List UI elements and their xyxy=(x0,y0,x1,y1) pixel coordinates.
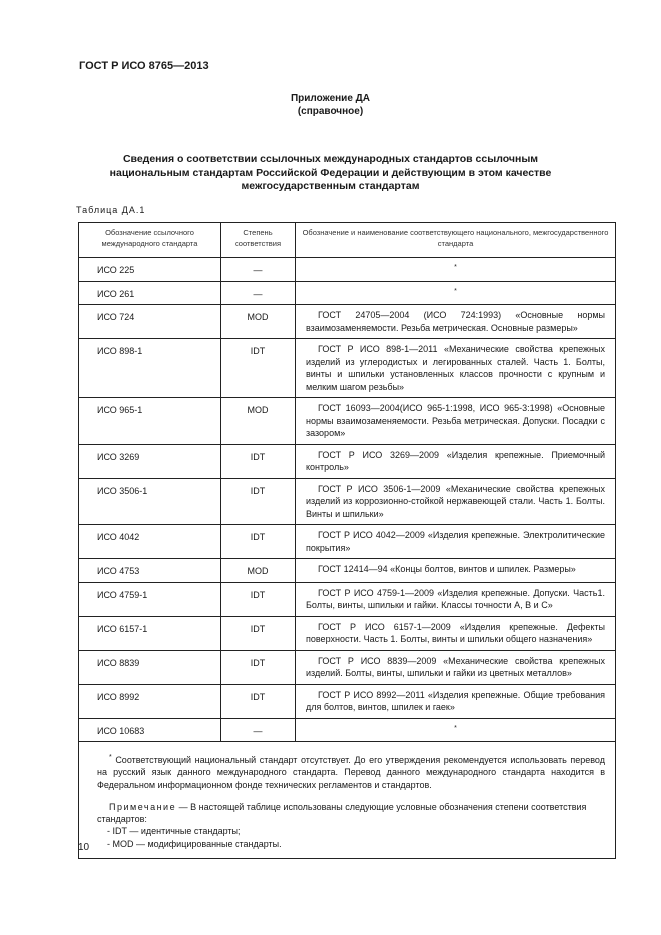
page-number: 10 xyxy=(78,842,90,853)
cell-international-standard: ИСО 4759-1 xyxy=(79,582,221,616)
correspondence-table xyxy=(78,222,616,859)
annex-main-title xyxy=(100,153,561,194)
table-row xyxy=(79,650,616,684)
cell-international-standard: ИСО 8839 xyxy=(79,650,221,684)
cell-degree: MOD xyxy=(221,398,296,445)
annex-title: Приложение ДА xyxy=(290,93,371,104)
cell-international-standard: ИСО 8992 xyxy=(79,684,221,718)
cell-national-standard xyxy=(296,616,616,650)
notes-row xyxy=(79,742,616,859)
cell-degree: IDT xyxy=(221,684,296,718)
table-row xyxy=(79,444,616,478)
note-item-mod: - MOD — модифицированные стандарты. xyxy=(107,838,282,849)
table-row xyxy=(79,718,616,742)
table-row xyxy=(79,398,616,445)
national-standard-text: ГОСТ 16093—2004(ИСО 965-1:1998, ИСО 965-3:1998) «Основные нормы взаимозаменяемости. Резьба метрическая. Допуски. Посадки с зазором» xyxy=(306,403,605,438)
cell-national-standard: * xyxy=(296,281,616,305)
national-standard-text: ГОСТ Р ИСО 6157-1—2009 «Изделия крепежные. Дефекты поверхности. Часть 1. Болты, винты и шпильки общего назначения» xyxy=(306,621,605,644)
title-line: Сведения о соответствии ссылочных международных стандартов ссылочным xyxy=(122,153,539,165)
cell-degree: MOD xyxy=(221,305,296,339)
table-row xyxy=(79,339,616,398)
annex-subtitle: (справочное) xyxy=(297,106,364,117)
national-standard-text: ГОСТ Р ИСО 8992—2011 «Изделия крепежные. Общие требования для болтов, винтов, шпилек и гаек» xyxy=(306,689,605,712)
note-text: — В настоящей таблице использованы следующие условные обозначения степени соответствия стандартов: xyxy=(97,801,587,825)
cell-degree: — xyxy=(221,718,296,742)
note xyxy=(97,801,605,826)
cell-degree: IDT xyxy=(221,339,296,398)
table-row xyxy=(79,305,616,339)
footnote xyxy=(97,752,605,791)
cell-international-standard: ИСО 261 xyxy=(79,281,221,305)
note-item-idt: - IDT — идентичные стандарты; xyxy=(107,826,241,837)
national-standard-text: ГОСТ Р ИСО 8839—2009 «Механические свойства крепежных изделий. Болты, винты, шпильки и гайки из цветных металлов» xyxy=(306,655,605,678)
national-standard-text: ГОСТ Р ИСО 3269—2009 «Изделия крепежные. Приемочный контроль» xyxy=(306,449,605,472)
cell-national-standard xyxy=(296,684,616,718)
national-standard-text: ГОСТ Р ИСО 4759-1—2009 «Изделия крепежные. Допуски. Часть1. Болты, винты, шпильки и гайки. Классы точности А, В и С» xyxy=(306,587,605,610)
cell-national-standard: * xyxy=(296,258,616,282)
footnote-text: Соответствующий национальный стандарт отсутствует. До его утверждения рекомендуется использовать перевод на русский язык данного международного стандарта. Перевод данного международного стандарта находится в Федеральном информационном фонде технических регламентов и стандартов. xyxy=(97,755,605,790)
header-degree: Степень соответствия xyxy=(221,223,296,258)
national-standard-text: ГОСТ Р ИСО 898-1—2011 «Механические свойства крепежных изделий из углеродистых и легированных сталей. Часть 1. Болты, винты и шпильки установленных классов прочности с крупным и мелким шагом резьбы» xyxy=(306,344,605,392)
cell-international-standard: ИСО 10683 xyxy=(79,718,221,742)
cell-national-standard xyxy=(296,444,616,478)
cell-international-standard: ИСО 3506-1 xyxy=(79,478,221,525)
cell-degree: IDT xyxy=(221,616,296,650)
footnote-mark: * xyxy=(109,754,112,761)
title-line: межгосударственным стандартам xyxy=(241,180,420,192)
cell-national-standard xyxy=(296,339,616,398)
table-header-row xyxy=(79,223,616,258)
notes-cell xyxy=(79,742,616,859)
cell-international-standard: ИСО 724 xyxy=(79,305,221,339)
national-standard-text: ГОСТ 12414—94 «Концы болтов, винтов и шпилек. Размеры» xyxy=(318,564,576,574)
table-row xyxy=(79,684,616,718)
table-row xyxy=(79,582,616,616)
national-standard-text: ГОСТ 24705—2004 (ИСО 724:1993) «Основные нормы взаимозаменяемости. Резьба метрическая. Основные размеры» xyxy=(306,310,605,333)
title-line: национальным стандартам Российской Федерации и действующим в этом качестве xyxy=(109,166,552,179)
cell-degree: IDT xyxy=(221,650,296,684)
cell-international-standard: ИСО 6157-1 xyxy=(79,616,221,650)
header-international: Обозначение ссылочного международного стандарта xyxy=(79,223,221,258)
national-standard-text: ГОСТ Р ИСО 4042—2009 «Изделия крепежные. Электролитические покрытия» xyxy=(306,530,605,553)
cell-degree: IDT xyxy=(221,525,296,559)
table-row xyxy=(79,559,616,583)
cell-national-standard xyxy=(296,525,616,559)
cell-national-standard xyxy=(296,398,616,445)
cell-national-standard: * xyxy=(296,718,616,742)
cell-national-standard xyxy=(296,478,616,525)
cell-national-standard xyxy=(296,582,616,616)
annex-heading xyxy=(0,92,661,118)
table-row xyxy=(79,616,616,650)
cell-degree: IDT xyxy=(221,582,296,616)
cell-national-standard xyxy=(296,305,616,339)
table-row xyxy=(79,258,616,282)
table-row xyxy=(79,281,616,305)
table-row xyxy=(79,525,616,559)
cell-international-standard: ИСО 3269 xyxy=(79,444,221,478)
note-label: Примечание xyxy=(109,801,177,812)
document-code: ГОСТ Р ИСО 8765—2013 xyxy=(79,60,209,72)
cell-international-standard: ИСО 4042 xyxy=(79,525,221,559)
cell-international-standard: ИСО 225 xyxy=(79,258,221,282)
table-caption: Таблица ДА.1 xyxy=(76,205,146,215)
table-row xyxy=(79,478,616,525)
cell-degree: MOD xyxy=(221,559,296,583)
cell-degree: IDT xyxy=(221,444,296,478)
cell-international-standard: ИСО 4753 xyxy=(79,559,221,583)
cell-national-standard xyxy=(296,650,616,684)
cell-degree: — xyxy=(221,281,296,305)
national-standard-text: ГОСТ Р ИСО 3506-1—2009 «Механические свойства крепежных изделий из коррозионно-стойкой нержавеющей стали. Часть 1. Болты. Винты и шпильки» xyxy=(306,483,605,519)
cell-degree: — xyxy=(221,258,296,282)
cell-international-standard: ИСО 965-1 xyxy=(79,398,221,445)
cell-national-standard xyxy=(296,559,616,583)
cell-degree: IDT xyxy=(221,478,296,525)
cell-international-standard: ИСО 898-1 xyxy=(79,339,221,398)
header-national: Обозначение и наименование соответствующего национального, межгосударственного стандарта xyxy=(296,223,616,258)
